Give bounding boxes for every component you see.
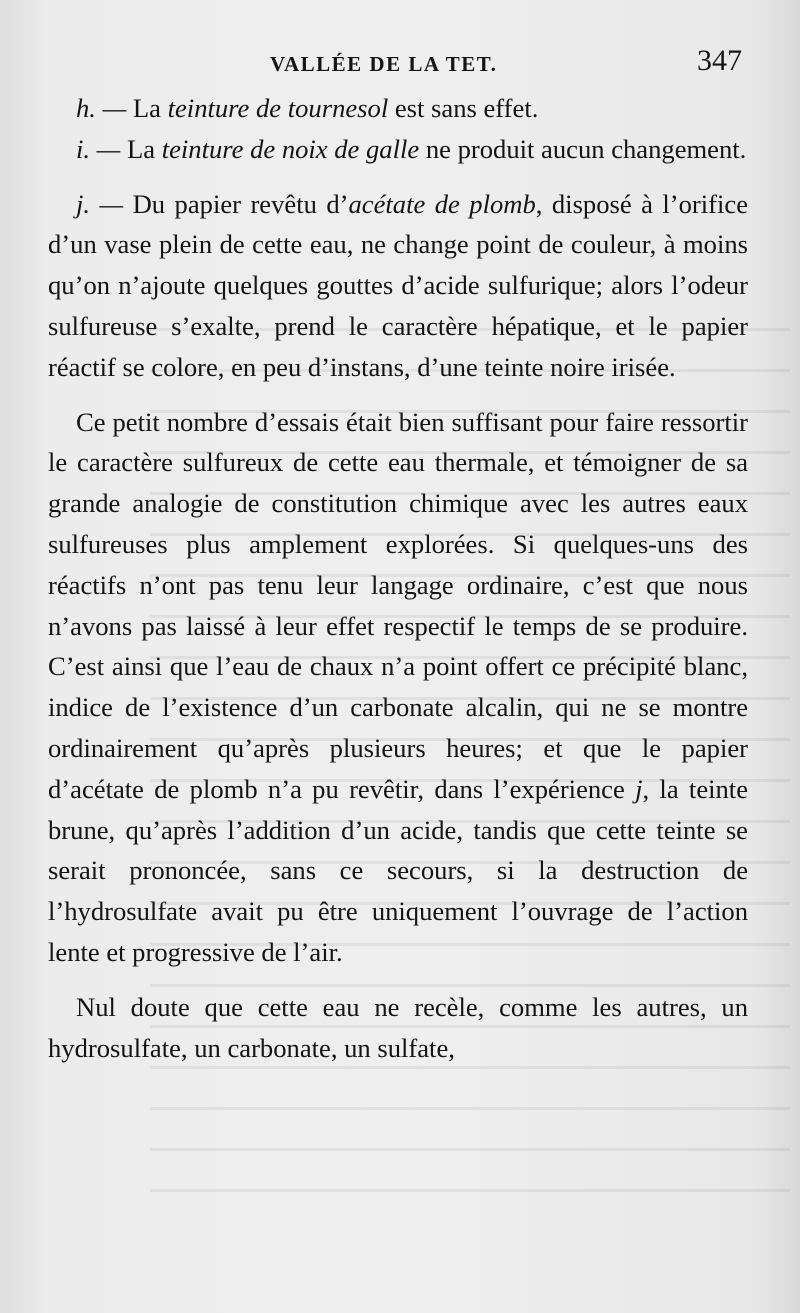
text-run: La <box>126 93 168 123</box>
reagent-name: teinture de tournesol <box>167 93 389 123</box>
paragraph-essais <box>48 402 748 973</box>
paragraph-j <box>48 184 748 388</box>
paragraph-nul-doute <box>48 987 748 1069</box>
text-run: , la teinte brune, qu’après l’addition d’un acide, tandis que cette teinte se serait prononcée, sans ce secours, si la destruction de l’hydrosulfate avait pu être uniquement l’ouvrage de l’action lente et progressive de l’air. <box>48 773 748 967</box>
experiment-ref: j <box>635 773 643 804</box>
text-run: est sans effet. <box>388 93 539 123</box>
item-marker: j. — <box>76 188 124 219</box>
page-number: 347 <box>697 44 742 77</box>
page-body <box>48 88 748 1068</box>
item-marker: h. — <box>76 93 127 123</box>
page-header <box>0 44 800 84</box>
reagent-name: acétate de plomb <box>348 188 536 219</box>
running-title: VALLÉE DE LA TET. <box>270 52 498 76</box>
text-run: Ce petit nombre d’essais était bien suffisant pour faire ressortir le caractère sulfureux de cette eau thermale, et témoigner de sa grande analogie de constitution chimique avec les autres eaux sulfureuses plus amplement explorées. Si quelques-uns des réactifs n’ont pas tenu leur langage ordinaire, c’est que nous n’avons pas laissé à leur effet respectif le temps de se produire. C’est ainsi que l’eau de chaux n’a point offert ce précipité blanc, indice de l’existence d’un carbonate alcalin, qui ne se montre ordinairement qu’après plusieurs heures; et que le papier d’acétate de plomb n’a pu revêtir, dans l’expérience <box>48 406 748 804</box>
item-marker: i. — <box>76 133 121 164</box>
text-run: La <box>120 133 162 164</box>
text-run: Du papier revêtu d’ <box>123 188 349 219</box>
reagent-name: teinture de noix de galle <box>161 133 420 164</box>
text-run: Nul doute que cette eau ne recèle, comme les autres, un hydrosulfate, un carbonate, un sulfate, <box>48 991 748 1063</box>
text-run: , disposé à l’orifice d’un vase plein de cette eau, ne change point de couleur, à moins qu’on n’ajoute quelques gouttes d’acide sulfurique; alors l’odeur sulfureuse s’exalte, prend le caractère hépatique, et le papier réactif se colore, en peu d’instans, d’une teinte noire irisée. <box>48 188 749 382</box>
paragraph-h <box>48 88 748 129</box>
text-run: ne produit aucun changement. <box>419 133 747 164</box>
paragraph-i <box>48 129 748 170</box>
